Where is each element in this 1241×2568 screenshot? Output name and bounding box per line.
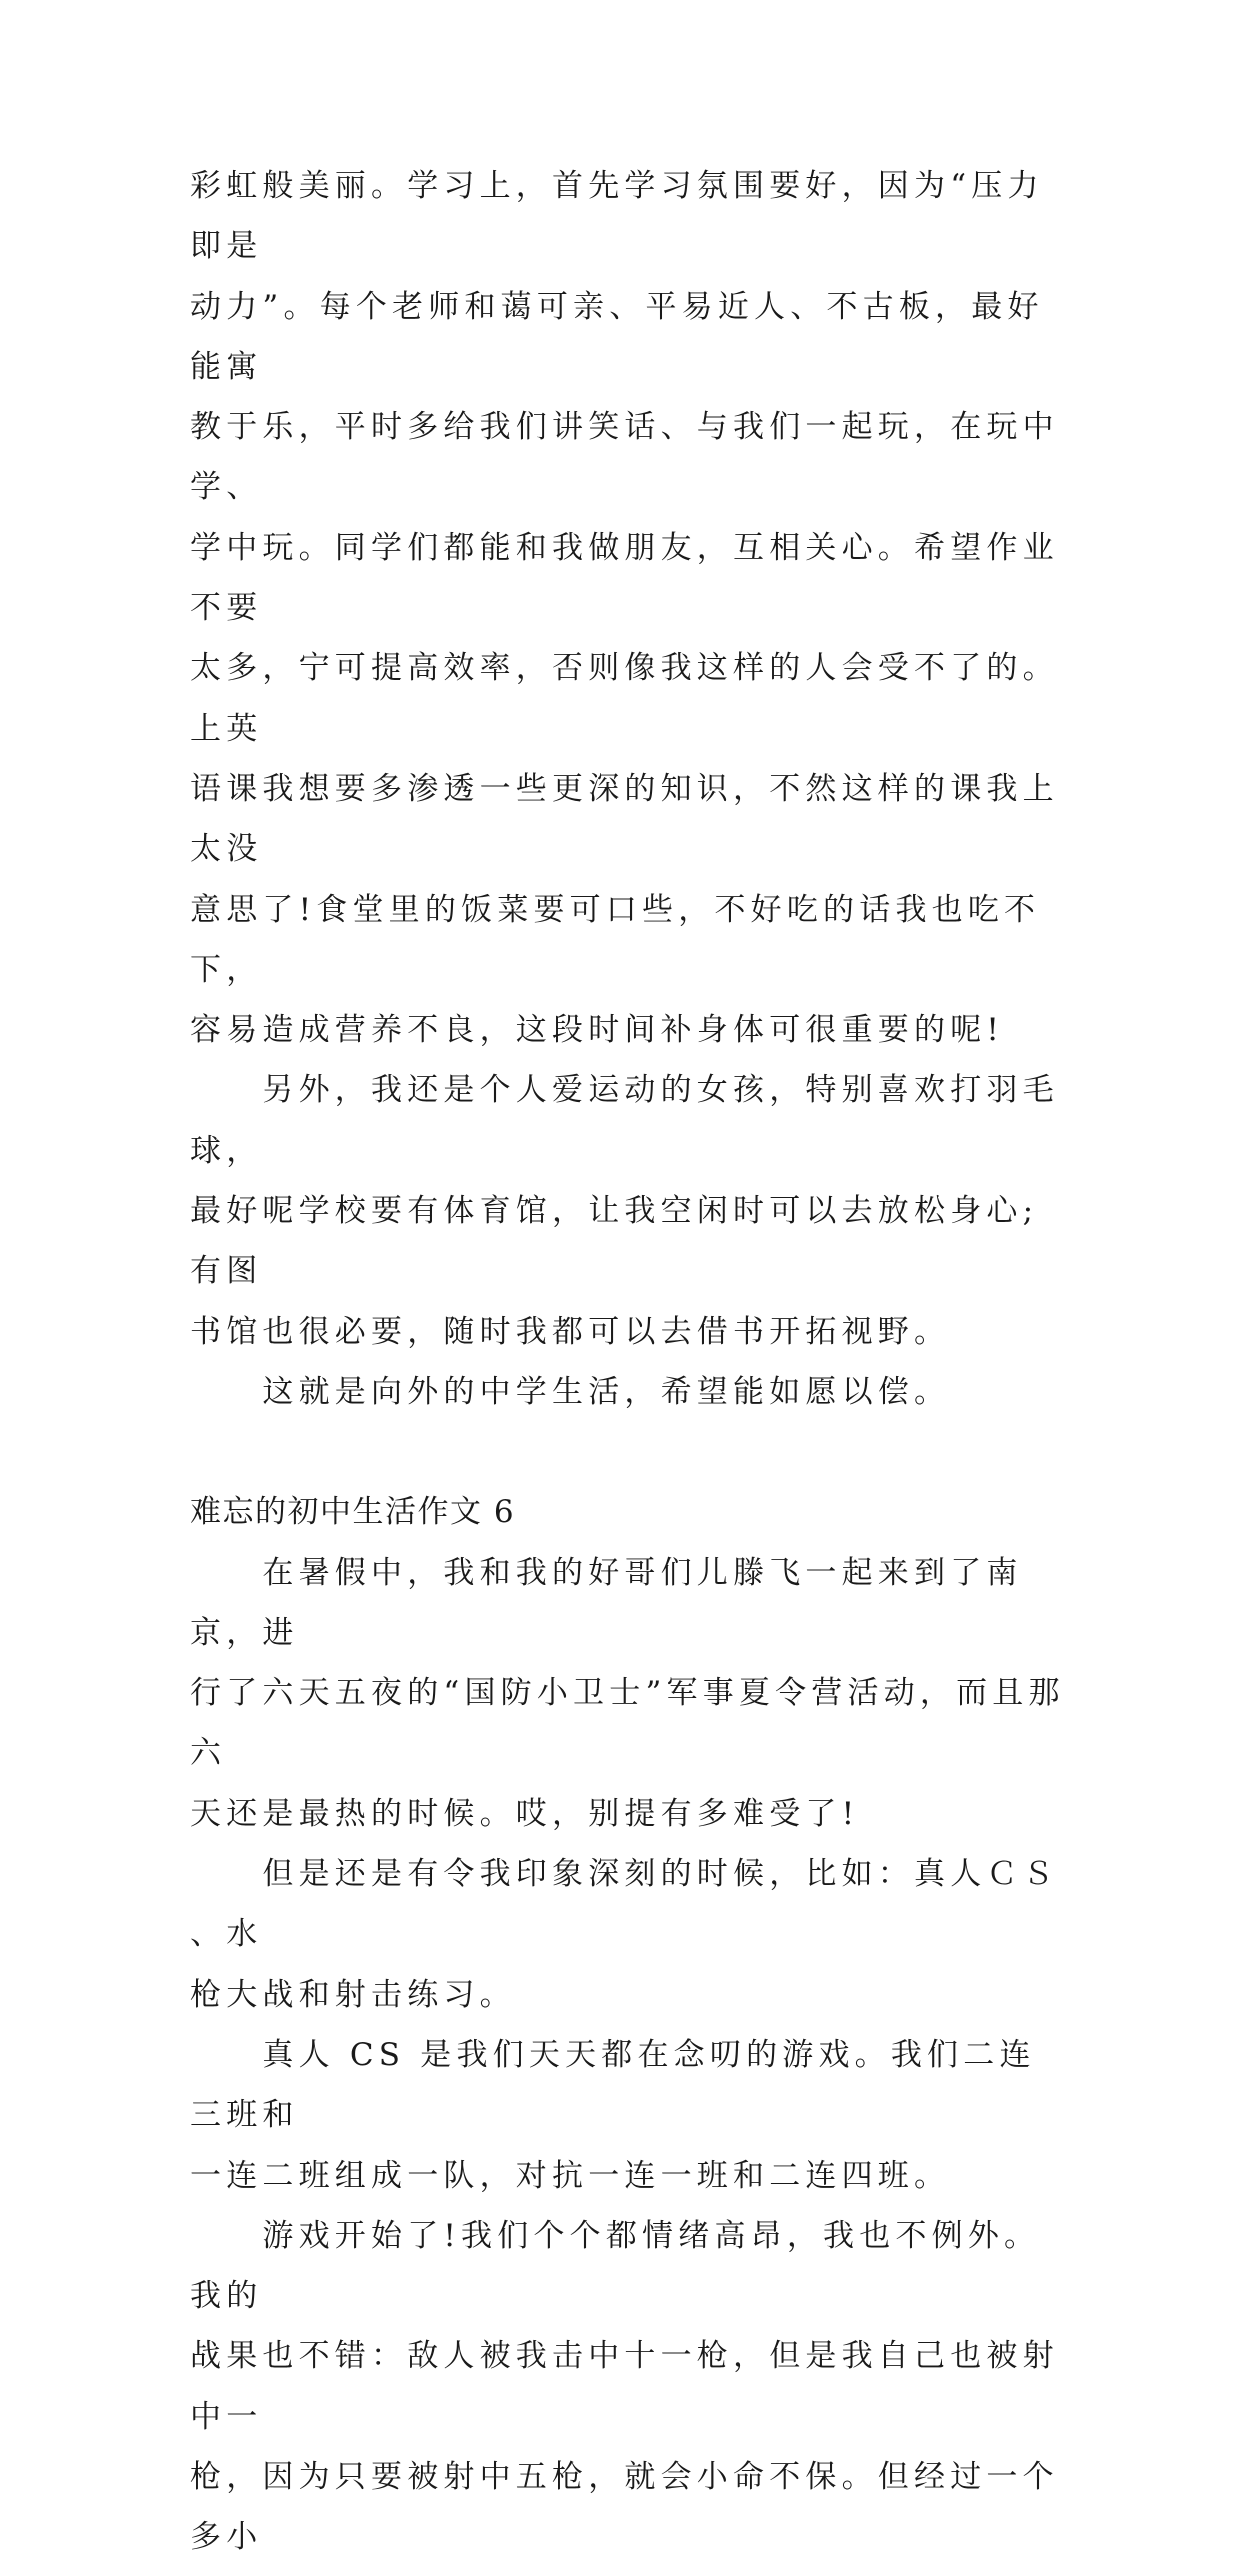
document-body xyxy=(190,156,1070,2568)
paragraph-summer-camp: 在暑假中，我和我的好哥们儿滕飞一起来到了南京，进 行了六天五夜的“国防小卫士”军事夏令营活动，而且那六 天还是最热的时候。哎，别提有多难受了! xyxy=(190,1554,1065,1832)
paragraph-cs-game: 真人 CS 是我们天天都在念叨的游戏。我们二连三班和 一连二班组成一队，对抗一连一班和二连四班。 xyxy=(190,2036,1036,2194)
paragraph-closing: 这就是向外的中学生活，希望能如愿以偿。 xyxy=(190,1373,951,1410)
paragraph-school-wishes: 彩虹般美丽。学习上，首先学习氛围要好，因为“压力即是 动力”。每个老师和蔼可亲、平易近人、不古板，最好能寓 教于乐，平时多给我们讲笑话、与我们一起玩，在玩中学、 学中玩。同学们都能和我做朋友，互相关心。希望作业不要 太多，宁可提高效率，否则像我这样的人会受不了的。上英 语课我想要多渗透一些更深的知识，不然这样的课我上太没 意思了!食堂里的饭菜要可口些，不好吃的话我也吃不下， 容易造成营养不良，这段时间补身体可很重要的呢! xyxy=(190,168,1059,1049)
paragraph-memorable-moments: 但是还是有令我印象深刻的时候，比如：真人ＣＳ 、水 枪大战和射击练习。 xyxy=(190,1856,1059,2013)
section-spacer xyxy=(190,1422,1070,1482)
paragraph-game-start: 游戏开始了!我们个个都情绪高昂，我也不例外。我的 战果也不错：敌人被我击中十一枪，但是我自己也被射中一 枪，因为只要被射中五枪，就会小命不保。但经过一个多小 xyxy=(190,2217,1059,2556)
paragraph-sports-library: 另外，我还是个人爱运动的女孩，特别喜欢打羽毛球， 最好呢学校要有体育馆，让我空闲时可以去放松身心;有图 书馆也很必要，随时我都可以去借书开拓视野。 xyxy=(190,1072,1059,1350)
section-title: 难忘的初中生活作文 6 xyxy=(190,1494,516,1531)
